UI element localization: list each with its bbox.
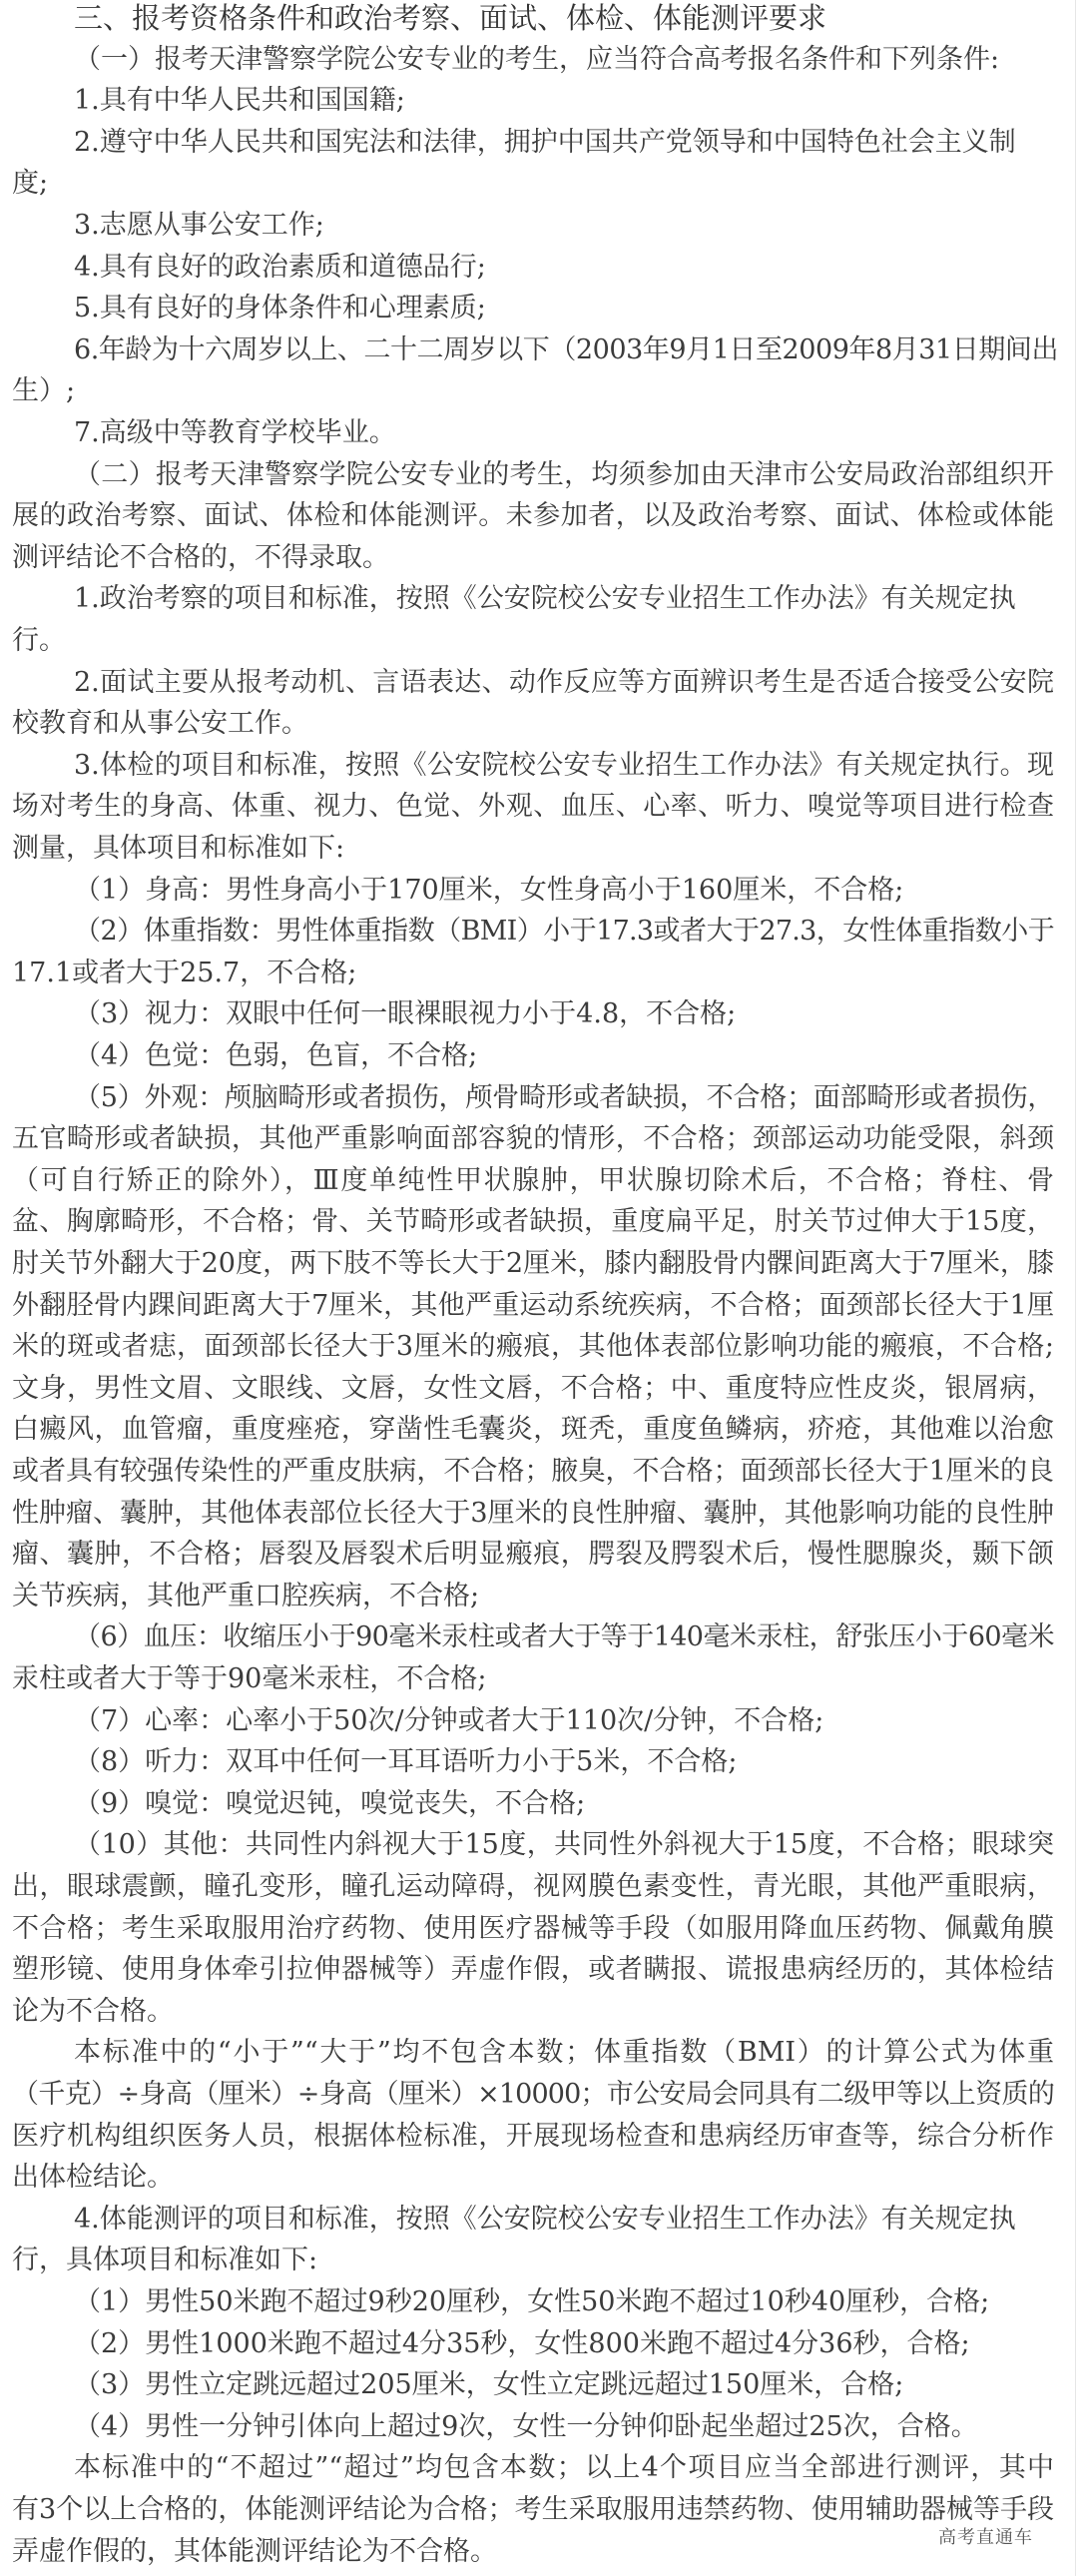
text-line: 3.志愿从事公安工作;: [74, 210, 324, 241]
text-line: （3）男性立定跳远超过205厘米，女性立定跳远超过150厘米，合格;: [74, 2369, 904, 2401]
text-line: （3）视力：双眼中任何一眼裸眼视力小于4.8，不合格;: [74, 998, 737, 1030]
text-line: 本标准中的“小于”“大于”均不包含本数；体重指数（BMI）的计算公式为体重: [74, 2037, 1054, 2069]
text-line: 肘关节外翻大于20度，两下肢不等长大于2厘米，膝内翻股骨内髁间距离大于7厘米，膝: [12, 1248, 1054, 1279]
text-line: 17.1或者大于25.7，不合格;: [12, 957, 357, 988]
text-line: 4.体能测评的项目和标准，按照《公安院校公安专业招生工作办法》有关规定执: [74, 2203, 1016, 2235]
text-line: 论为不合格。: [12, 1995, 174, 2027]
text-line: （二）报考天津警察学院公安专业的考生，均须参加由天津市公安局政治部组织开: [74, 458, 1054, 490]
text-line: （1）男性50米跑不超过9秒20厘秒，女性50米跑不超过10秒40厘秒，合格;: [74, 2286, 990, 2317]
text-line: 弄虚作假的，其体能测评结论为不合格。: [12, 2535, 497, 2567]
text-line: 测评结论不合格的，不得录取。: [12, 541, 389, 573]
watermark: 高考直通车: [938, 2527, 1033, 2548]
text-line: （6）血压：收缩压小于90毫米汞柱或者大于等于140毫米汞柱，舒张压小于60毫米: [74, 1621, 1054, 1653]
text-line: 米的斑或者痣，面颈部长径大于3厘米的瘢痕，其他体表部位影响功能的瘢痕，不合格;: [12, 1331, 1054, 1363]
text-line: （8）听力：双耳中任何一耳耳语听力小于5米，不合格;: [74, 1746, 738, 1778]
text-line: （一）报考天津警察学院公安专业的考生，应当符合高考报名条件和下列条件:: [74, 43, 1000, 75]
text-line: 关节疾病，其他严重口腔疾病，不合格;: [12, 1580, 480, 1611]
text-line: 或者具有较强传染性的严重皮肤病，不合格；腋臭，不合格；面颈部长径大于1厘米的良: [12, 1456, 1054, 1487]
text-line: 7.高级中等教育学校毕业。: [74, 417, 396, 448]
text-line: （千克）÷身高（厘米）÷身高（厘米）×10000；市公安局会同具有二级甲等以上资质的: [12, 2079, 1054, 2110]
text-line: 性肿瘤、囊肿，其他体表部位长径大于3厘米的良性肿瘤、囊肿，其他影响功能的良性肿: [12, 1497, 1054, 1529]
text-line: 汞柱或者大于等于90毫米汞柱，不合格;: [12, 1663, 487, 1694]
text-line: 3.体检的项目和标准，按照《公安院校公安专业招生工作办法》有关规定执行。现: [74, 749, 1054, 781]
text-line: 1.具有中华人民共和国国籍;: [74, 85, 405, 117]
text-line: 行，具体项目和标准如下:: [12, 2245, 318, 2276]
text-line: 1.政治考察的项目和标准，按照《公安院校公安专业招生工作办法》有关规定执: [74, 583, 1016, 615]
text-line: 场对考生的身高、体重、视力、色觉、外观、血压、心率、听力、嗅觉等项目进行检查: [12, 791, 1054, 823]
page-edge-divider: [1075, 0, 1076, 2576]
text-line: （2）男性1000米跑不超过4分35秒，女性800米跑不超过4分36秒，合格;: [74, 2327, 970, 2359]
text-line: 校教育和从事公安工作。: [12, 708, 308, 740]
text-line: 出，眼球震颤，瞳孔变形，瞳孔运动障碍，视网膜色素变性，青光眼，其他严重眼病，: [12, 1871, 1054, 1902]
text-line: 4.具有良好的政治素质和道德品行;: [74, 251, 486, 283]
text-line: 展的政治考察、面试、体检和体能测评。未参加者，以及政治考察、面试、体检或体能: [12, 500, 1054, 532]
text-line: （1）身高：男性身高小于170厘米，女性身高小于160厘米，不合格;: [74, 874, 904, 906]
text-line: 有3个以上合格的，体能测评结论为合格；考生采取服用违禁药物、使用辅助器械等手段: [12, 2494, 1054, 2525]
text-line: 文身，男性文眉、文眼线、文唇，女性文唇，不合格；中、重度特应性皮炎，银屑病，: [12, 1372, 1054, 1404]
text-line: （9）嗅觉：嗅觉迟钝，嗅觉丧失，不合格;: [74, 1787, 586, 1819]
text-line: 行。: [12, 625, 66, 656]
text-line: （4）色觉：色弱，色盲，不合格;: [74, 1040, 478, 1071]
text-line: 本标准中的“不超过”“超过”均包含本数；以上4个项目应当全部进行测评，其中: [74, 2452, 1054, 2484]
text-line: 白癜风，血管瘤，重度痤疮，穿凿性毛囊炎，斑秃，重度鱼鳞病，疥疮，其他难以治愈: [12, 1414, 1054, 1446]
text-line: 瘤、囊肿，不合格；唇裂及唇裂术后明显瘢痕，腭裂及腭裂术后，慢性腮腺炎，颞下颌: [12, 1539, 1054, 1571]
text-line: 2.遵守中华人民共和国宪法和法律，拥护中国共产党领导和中国特色社会主义制: [74, 126, 1016, 158]
text-line: 出体检结论。: [12, 2162, 174, 2194]
text-line: 医疗机构组织医务人员，根据体检标准，开展现场检查和患病经历审查等，综合分析作: [12, 2120, 1054, 2152]
text-line: 6.年龄为十六周岁以上、二十二周岁以下（2003年9月1日至2009年8月31日期间出: [74, 333, 1058, 365]
text-line: （4）男性一分钟引体向上超过9次，女性一分钟仰卧起坐超过25次，合格。: [74, 2410, 978, 2442]
text-line: （2）体重指数：男性体重指数（BMI）小于17.3或者大于27.3，女性体重指数小于: [74, 916, 1054, 948]
text-line: 生）;: [12, 375, 76, 407]
text-line: 不合格；考生采取服用治疗药物、使用医疗器械等手段（如服用降血压药物、佩戴角膜: [12, 1912, 1054, 1944]
text-line: （7）心率：心率小于50次/分钟或者大于110次/分钟，不合格;: [74, 1704, 824, 1736]
text-line: （5）外观：颅脑畸形或者损伤，颅骨畸形或者缺损，不合格；面部畸形或者损伤，: [74, 1081, 1054, 1113]
text-line: 2.面试主要从报考动机、言语表达、动作反应等方面辨识考生是否适合接受公安院: [74, 666, 1054, 698]
text-line: 五官畸形或者缺损，其他严重影响面部容貌的情形，不合格；颈部运动功能受限，斜颈: [12, 1123, 1054, 1155]
text-line: 5.具有良好的身体条件和心理素质;: [74, 293, 486, 324]
text-line: 塑形镜、使用身体牵引拉伸器械等）弄虚作假，或者瞒报、谎报患病经历的，其体检结: [12, 1954, 1054, 1986]
text-line: 测量，具体项目和标准如下:: [12, 833, 345, 864]
section-heading: 三、报考资格条件和政治考察、面试、体检、体能测评要求: [74, 1, 827, 35]
text-line: 盆、胸廓畸形，不合格；骨、关节畸形或者缺损，重度扁平足，肘关节过伸大于15度，: [12, 1206, 1054, 1238]
text-line: 度;: [12, 168, 49, 200]
text-line: （可自行矫正的除外），Ⅲ度单纯性甲状腺肿，甲状腺切除术后，不合格；脊柱、骨: [12, 1164, 1054, 1196]
text-line: （10）其他：共同性内斜视大于15度，共同性外斜视大于15度，不合格；眼球突: [74, 1829, 1054, 1861]
text-line: 外翻胫骨内踝间距离大于7厘米，其他严重运动系统疾病，不合格；面颈部长径大于1厘: [12, 1289, 1054, 1321]
